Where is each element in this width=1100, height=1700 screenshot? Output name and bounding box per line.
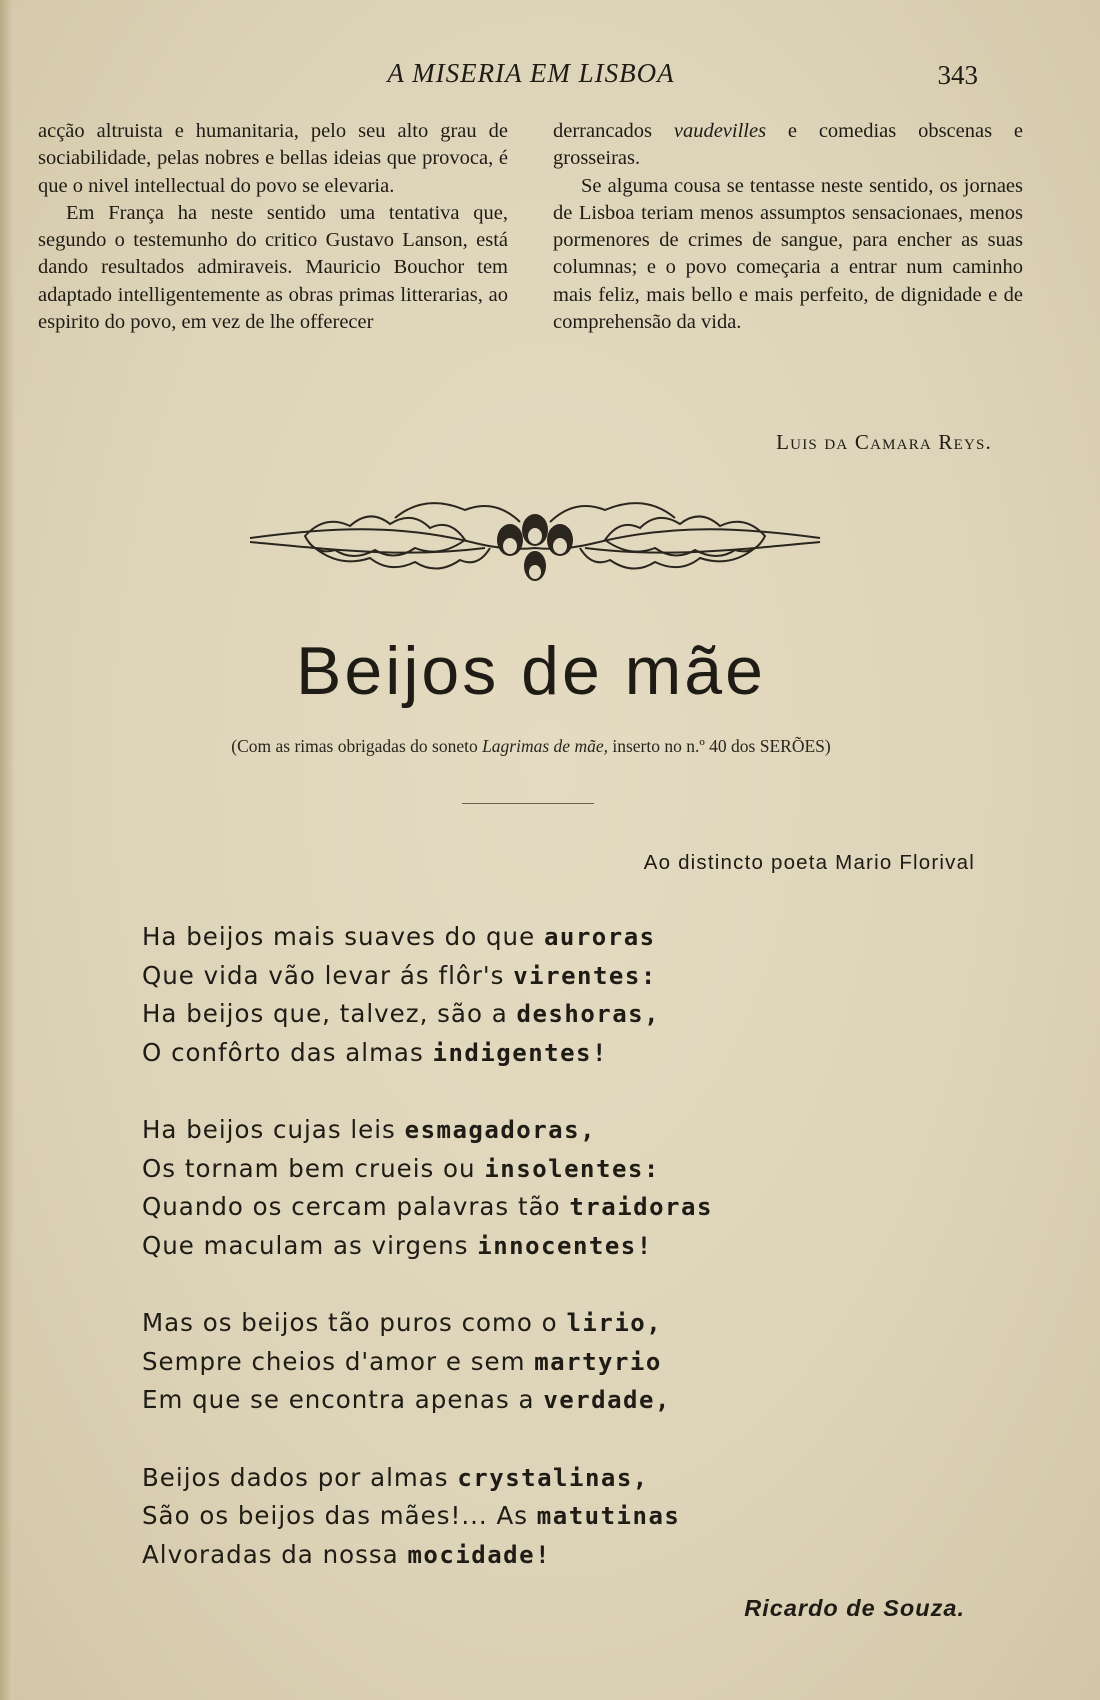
subtitle-text: (Com as rimas obrigadas do soneto [231, 736, 483, 756]
article-right-column [553, 118, 1023, 336]
line-text: Em que se encontra apenas a [142, 1385, 544, 1414]
poem-line [142, 1459, 982, 1498]
poem-line [142, 1497, 982, 1536]
poem-stanza [142, 1111, 982, 1265]
poem-line [142, 1304, 982, 1343]
italic-term: vaudevilles [673, 120, 767, 142]
article-left-column [38, 118, 508, 336]
poem-line [142, 1150, 982, 1189]
line-text: Beijos dados por almas [142, 1462, 458, 1492]
rhyme-word: indigentes! [432, 1038, 608, 1067]
poem-subtitle [0, 736, 1062, 757]
poem-line [142, 1536, 982, 1575]
subtitle-text: inserto no n.º 40 dos SERÕES) [607, 736, 831, 756]
article-paragraph: Se alguma cousa se tentasse neste sentido, os jornaes de Lisboa teriam menos assumptos sensacionaes, menos pormenores de crimes de sangue, para encher as suas columnas; e o povo começaria a entrar num caminho mais feliz, mais bello e mais perfeito, de dignidade e de comprehensão da vida. [553, 174, 1023, 334]
article-paragraph: Em França ha neste sentido uma tentativa que, segundo o testemunho do critico Gustavo Lanson, está dando resultados admiraveis. Mauricio Bouchor tem adaptado intelligentemente as obras primas litterarias, ao espirito do povo, em vez de lhe offerecer [38, 201, 508, 334]
poem-line [142, 918, 982, 957]
rhyme-word: auroras [543, 923, 656, 951]
divider-rule [462, 803, 594, 804]
poem-line [142, 957, 982, 996]
poem-body [142, 918, 982, 1613]
line-text: São os beijos das mães!... As [142, 1501, 537, 1530]
article-signature: Luis da Camara Reys. [776, 430, 992, 454]
article-columns [38, 118, 1023, 393]
line-text: Que vida vão levar ás flôr's [142, 960, 514, 990]
article-text: e comedias obscenas e grosseiras. [553, 120, 1023, 170]
article-text: derrancados [553, 120, 674, 142]
poem-stanza [142, 1459, 982, 1575]
line-text: Os tornam bem crueis ou [142, 1153, 485, 1183]
rhyme-word: lirio, [566, 1309, 663, 1337]
poem-line [142, 1381, 982, 1420]
rhyme-word: insolentes: [484, 1154, 660, 1183]
rhyme-word: verdade, [543, 1386, 671, 1414]
poem-stanza [142, 1304, 982, 1420]
poem-title: Beijos de mãe [296, 633, 766, 709]
rhyme-word: traidoras [569, 1193, 713, 1221]
line-text: Ha beijos que, talvez, são a [142, 999, 517, 1028]
line-text: Ha beijos cujas leis [142, 1115, 405, 1144]
rhyme-word: deshoras, [516, 1000, 661, 1028]
running-title: A MISERIA EM LISBOA [387, 58, 675, 88]
subtitle-italic: Lagrimas de mãe, [482, 736, 608, 756]
page-number: 343 [937, 60, 978, 90]
article-paragraph [553, 118, 1023, 173]
line-text: Mas os beijos tão puros como o [142, 1308, 567, 1337]
line-text: O confôrto das almas [142, 1037, 433, 1067]
rhyme-word: martyrio [534, 1347, 662, 1376]
poem-line [142, 1188, 982, 1227]
poem-dedication: Ao distincto poeta Mario Florival [643, 851, 975, 874]
article-paragraph: acção altruista e humanitaria, pelo seu alto grau de sociabilidade, pelas nobres e bellas ideias que provoca, é que o nivel intellectual do povo se elevaria. [38, 120, 508, 197]
poem-stanza [142, 918, 982, 1072]
poem-author: Ricardo de Souza. [744, 1595, 965, 1621]
rhyme-word: esmagadoras, [404, 1116, 597, 1144]
line-text: Ha beijos mais suaves do que [142, 922, 544, 951]
line-text: Sempre cheios d'amor e sem [142, 1346, 535, 1376]
rhyme-word: virentes: [513, 961, 657, 990]
rhyme-word: mocidade! [407, 1540, 552, 1569]
running-head [0, 58, 1100, 94]
poem-line [142, 1343, 982, 1382]
rhyme-word: crystalinas, [457, 1463, 649, 1492]
line-text: Que maculam as virgens [142, 1230, 478, 1260]
poem-line [142, 995, 982, 1034]
poem-line [142, 1227, 982, 1266]
oak-leaf-acorn-ornament-icon [245, 488, 825, 598]
line-text: Alvoradas da nossa [142, 1539, 408, 1569]
page-spine-shadow [0, 0, 14, 1700]
rhyme-word: innocentes! [477, 1231, 653, 1260]
line-text: Quando os cercam palavras tão [142, 1192, 570, 1221]
poem-line [142, 1111, 982, 1150]
rhyme-word: matutinas [536, 1502, 681, 1530]
poem-line [142, 1034, 982, 1073]
